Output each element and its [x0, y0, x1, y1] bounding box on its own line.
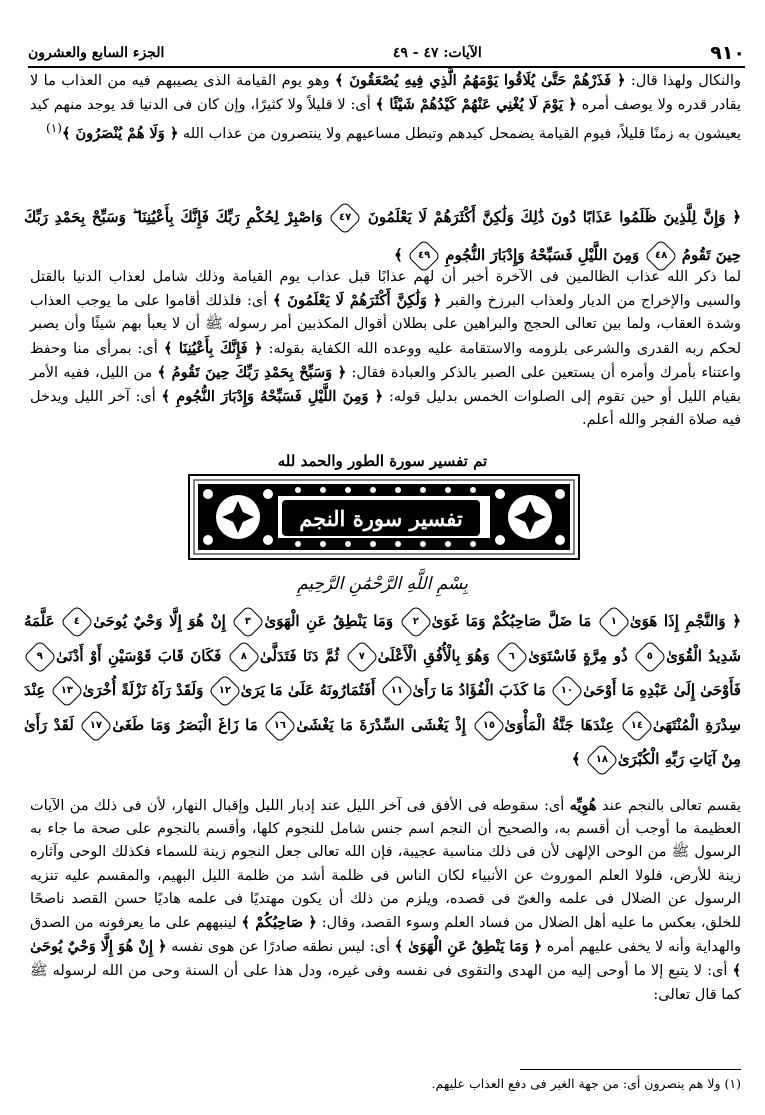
commentary-paragraph-3: يقسم تعالى بالنجم عند هُوِيِّه أى: سقوطه فى الأفق فى آخر الليل عند إدبار الليل وإقبال النهار، لأن فى ذلك من الآيات العظيمة ما أوجب أن أقسم به، والصحيح أن النجم اسم جنس شامل للنجوم كلها، وأقسم بالنجوم على صحة ما جاء به الرسول ﷺ من الوحى الإلهى لأن فى ذلك مناسبة عجيبة، فإن الله تعالى جعل النجوم زينة للسماء فكذلك الوحى وآثاره زينة للأرض، فلولا العلم الموروث عن الأنبياء لكان الناس فى ظلمة أشد من ظلمة الليل البهيم، والمقسم عليه تنزيه الرسول عن الضلال فى علمه والغىّ فى قصده، ويلزم من ذلك أن يكون مهتديًا فى علمه هاديًا حسن القصد ناصحًا للخلق، بعكس ما عليه أهل الضلال من فساد العلم وسوء القصد، وقال: ﴿ صَاحِبُكُمْ ﴾ لينبههم على ما يعرفونه من الصدق والهداية وأنه لا يخفى عليهم أمره ﴿ وَمَا يَنْطِقُ عَنِ الْهَوَىٰ ﴾ أى: ليس نطقه صادرًا عن هوى نفسه ﴿ إِنْ هُوَ إِلَّا وَحْيٌ يُوحَىٰ ﴾ أى: لا يتبع إلا ما أوحى إليه من الهدى والتقوى فى نفسه وفى غيره، ودل هذا على أن السنة وحى من الله لرسوله ﷺ كما قال تعالى: — [30, 797, 742, 1003]
verse-number-marker: ١٢ — [208, 674, 242, 708]
quran-quote: ﴿ فَذَرْهُمْ حَتَّىٰ يُلَاقُوا يَوْمَهُمُ الَّذِي فِيهِ يُصْعَقُونَ ﴾ — [335, 72, 626, 89]
verse-number-marker: ١٣ — [50, 674, 84, 708]
verse-number-marker: ١ — [597, 605, 631, 639]
verse-number-marker: ١٦ — [263, 709, 297, 743]
verse-number-marker: ٣ — [231, 605, 265, 639]
verse-number-marker: ٤٨ — [644, 239, 678, 273]
verse-number-marker: ٥ — [633, 640, 667, 674]
page-number: ٩١٠ — [710, 42, 745, 64]
verse-number-marker: ٤٩ — [407, 239, 441, 273]
verse-number-marker: ٢ — [399, 605, 433, 639]
footnote: (١) ولا هم ينصرون أى: من جهة الغير فى دفع العذاب عليهم. — [431, 1076, 741, 1091]
quran-quote: ﴿ فَإِنَّكَ بِأَعْيُنِنَا ﴾ — [163, 339, 263, 357]
basmala: بِسْمِ اللَّهِ الرَّحْمَٰنِ الرَّحِيمِ — [297, 574, 468, 594]
verse-number-marker: ٩ — [23, 640, 57, 674]
verse-number-marker: ١٤ — [620, 709, 654, 743]
part-title: الجزء السابع والعشرون — [28, 45, 165, 61]
quran-quote: ﴿ وَلَٰكِنَّ أَكْثَرَهُمْ لَا يَعْلَمُونَ ﴾ — [272, 292, 442, 310]
verse-number-marker: ١٥ — [472, 709, 506, 743]
footnote-divider — [520, 1069, 741, 1070]
quran-quote: ﴿ إِنْ هُوَ إِلَّا وَحْيٌ يُوحَىٰ ﴾ — [30, 938, 741, 980]
commentary-paragraph-1: والنكال ولهذا قال: ﴿ فَذَرْهُمْ حَتَّىٰ يُلَاقُوا يَوْمَهُمُ الَّذِي فِيهِ يُصْعَقُونَ ﴾ وهو يوم القيامة الذى يصيبهم فيه من العذاب ما لا يقادر قدره ولا يوصف أمره ﴿ يَوْمَ لَا يُغْنِي عَنْهُمْ كَيْدُهُمْ شَيْئًا ﴾ أى: لا قليلاً ولا كثيرًا، وإن كان فى الدنيا قد يوجد منهم كيد يعيشون به زمنًا قليلاً، فيوم القيامة يضمحل كيدهم وتبطل مساعيهم ولا ينتصرون من عذاب الله ﴿ وَلَا هُمْ يُنْصَرُونَ ﴾$^{(١)}$ — [30, 72, 741, 143]
commentary-paragraph-2: لما ذكر الله عذاب الظالمين فى الآخرة أخبر أن لهم عذابًا قبل عذاب يوم القيامة وذلك شامل لعذاب الدنيا بالقتل والسبى والإخراج من الديار ولعذاب البرزخ والقبر ﴿ وَلَٰكِنَّ أَكْثَرَهُمْ لَا يَعْلَمُونَ ﴾ أى: فلذلك أقاموا على ما يوجب العذاب وشدة العقاب، ولما بين تعالى الحجج والبراهين على بطلان أقوال المكذبين أمر رسوله ﷺ أن لا يعبأ بهم شيئًا وأن يصبر لحكم ربه القدرى والشرعى بلزومه والاستقامة عليه ووعده الله الكفاية بقوله: ﴿ فَإِنَّكَ بِأَعْيُنِنَا ﴾ أى: بمرأى منا وحفظ واعتناء بأمرك وأمره أن يستعين على الصبر بالذكر والعبادة فقال: ﴿ وَسَبِّحْ بِحَمْدِ رَبِّكَ حِينَ تَقُومُ ﴾ من الليل، ففيه الأمر بقيام الليل أو حين تقوم إلى الصلوات الخمس بدليل قوله: ﴿ وَمِنَ اللَّيْلِ فَسَبِّحْهُ وَإِدْبَارَ النُّجُومِ ﴾ أى: آخر الليل ويدخل فيه صلاة الفجر والله أعلم. — [30, 269, 742, 429]
verse-number-marker: ٤٧ — [328, 201, 362, 235]
verse-number-marker: ١١ — [380, 674, 414, 708]
verse-number-marker: ١٨ — [585, 743, 619, 777]
surah-title: تفسير سورة النجم — [282, 500, 480, 536]
footnote-ref: (١) — [46, 121, 62, 136]
verse-number-marker: ١٧ — [79, 709, 113, 743]
quran-verses-block-2: ﴿ وَالنَّجْمِ إِذَا هَوَىٰ ١ مَا ضَلَّ صَاحِبُكُمْ وَمَا غَوَىٰ ٢ وَمَا يَنْطِقُ عَنِ الْهَوَىٰ ٣ إِنْ هُوَ إِلَّا وَحْيٌ يُوحَىٰ ٤ عَلَّمَهُ شَدِيدُ الْقُوَىٰ ٥ ذُو مِرَّةٍ فَاسْتَوَىٰ ٦ وَهُوَ بِالْأُفُقِ الْأَعْلَىٰ ٧ ثُمَّ دَنَا فَتَدَلَّىٰ ٨ فَكَانَ قَابَ قَوْسَيْنِ أَوْ أَدْنَىٰ ٩ فَأَوْحَىٰ إِلَىٰ عَبْدِهِ مَا أَوْحَىٰ ١٠ مَا كَذَبَ الْفُؤَادُ مَا رَأَىٰ ١١ أَفَتُمَارُونَهُ عَلَىٰ مَا يَرَىٰ ١٢ وَلَقَدْ رَآهُ نَزْلَةً أُخْرَىٰ ١٣ عِنْدَ سِدْرَةِ الْمُنْتَهَىٰ ١٤ عِنْدَهَا جَنَّةُ الْمَأْوَىٰ ١٥ إِذْ يَغْشَى السِّدْرَةَ مَا يَغْشَىٰ ١٦ مَا زَاغَ الْبَصَرُ وَمَا طَغَىٰ ١٧ لَقَدْ رَأَىٰ مِنْ آيَاتِ رَبِّهِ الْكُبْرَىٰ ١٨ ﴾ — [24, 604, 741, 777]
surah-end-note: تم تفسير سورة الطور والحمد لله — [277, 452, 488, 470]
verse-number-marker: ٦ — [495, 640, 529, 674]
verse-number-marker: ٨ — [227, 640, 261, 674]
header-divider — [28, 66, 745, 68]
quran-verses-block-1: ﴿ وَإِنَّ لِلَّذِينَ ظَلَمُوا عَذَابًا دُونَ ذَٰلِكَ وَلَٰكِنَّ أَكْثَرَهُمْ لَا يَعْلَمُونَ ٤٧ وَاصْبِرْ لِحُكْمِ رَبِّكَ فَإِنَّكَ بِأَعْيُنِنَا ۖ وَسَبِّحْ بِحَمْدِ رَبِّكَ حِينَ تَقُومُ ٤٨ وَمِنَ اللَّيْلِ فَسَبِّحْهُ وَإِدْبَارَ النُّجُومِ ٤٩ ﴾ — [24, 198, 741, 274]
verse-number-marker: ١٠ — [550, 674, 584, 708]
quran-quote: ﴿ وَمَا يَنْطِقُ عَنِ الْهَوَىٰ ﴾ — [394, 938, 543, 956]
quran-quote: ﴿ وَلَا هُمْ يُنْصَرُونَ ﴾ — [61, 125, 179, 143]
verse-number-marker: ٧ — [345, 640, 379, 674]
verses-range: الآيات: ٤٧ - ٤٩ — [392, 45, 482, 61]
page-header — [28, 40, 745, 66]
quran-quote: ﴿ صَاحِبُكُمْ ﴾ — [241, 914, 317, 932]
quran-quote: ﴿ وَمِنَ اللَّيْلِ فَسَبِّحْهُ وَإِدْبَارَ النُّجُومِ ﴾ — [161, 388, 384, 406]
verse-number-marker: ٤ — [60, 605, 94, 639]
quran-quote: ﴿ وَسَبِّحْ بِحَمْدِ رَبِّكَ حِينَ تَقُومُ ﴾ — [157, 363, 347, 381]
quran-quote: هُوِيِّه — [569, 797, 597, 814]
quran-quote: ﴿ يَوْمَ لَا يُغْنِي عَنْهُمْ كَيْدُهُمْ شَيْئًا ﴾ — [375, 96, 577, 114]
